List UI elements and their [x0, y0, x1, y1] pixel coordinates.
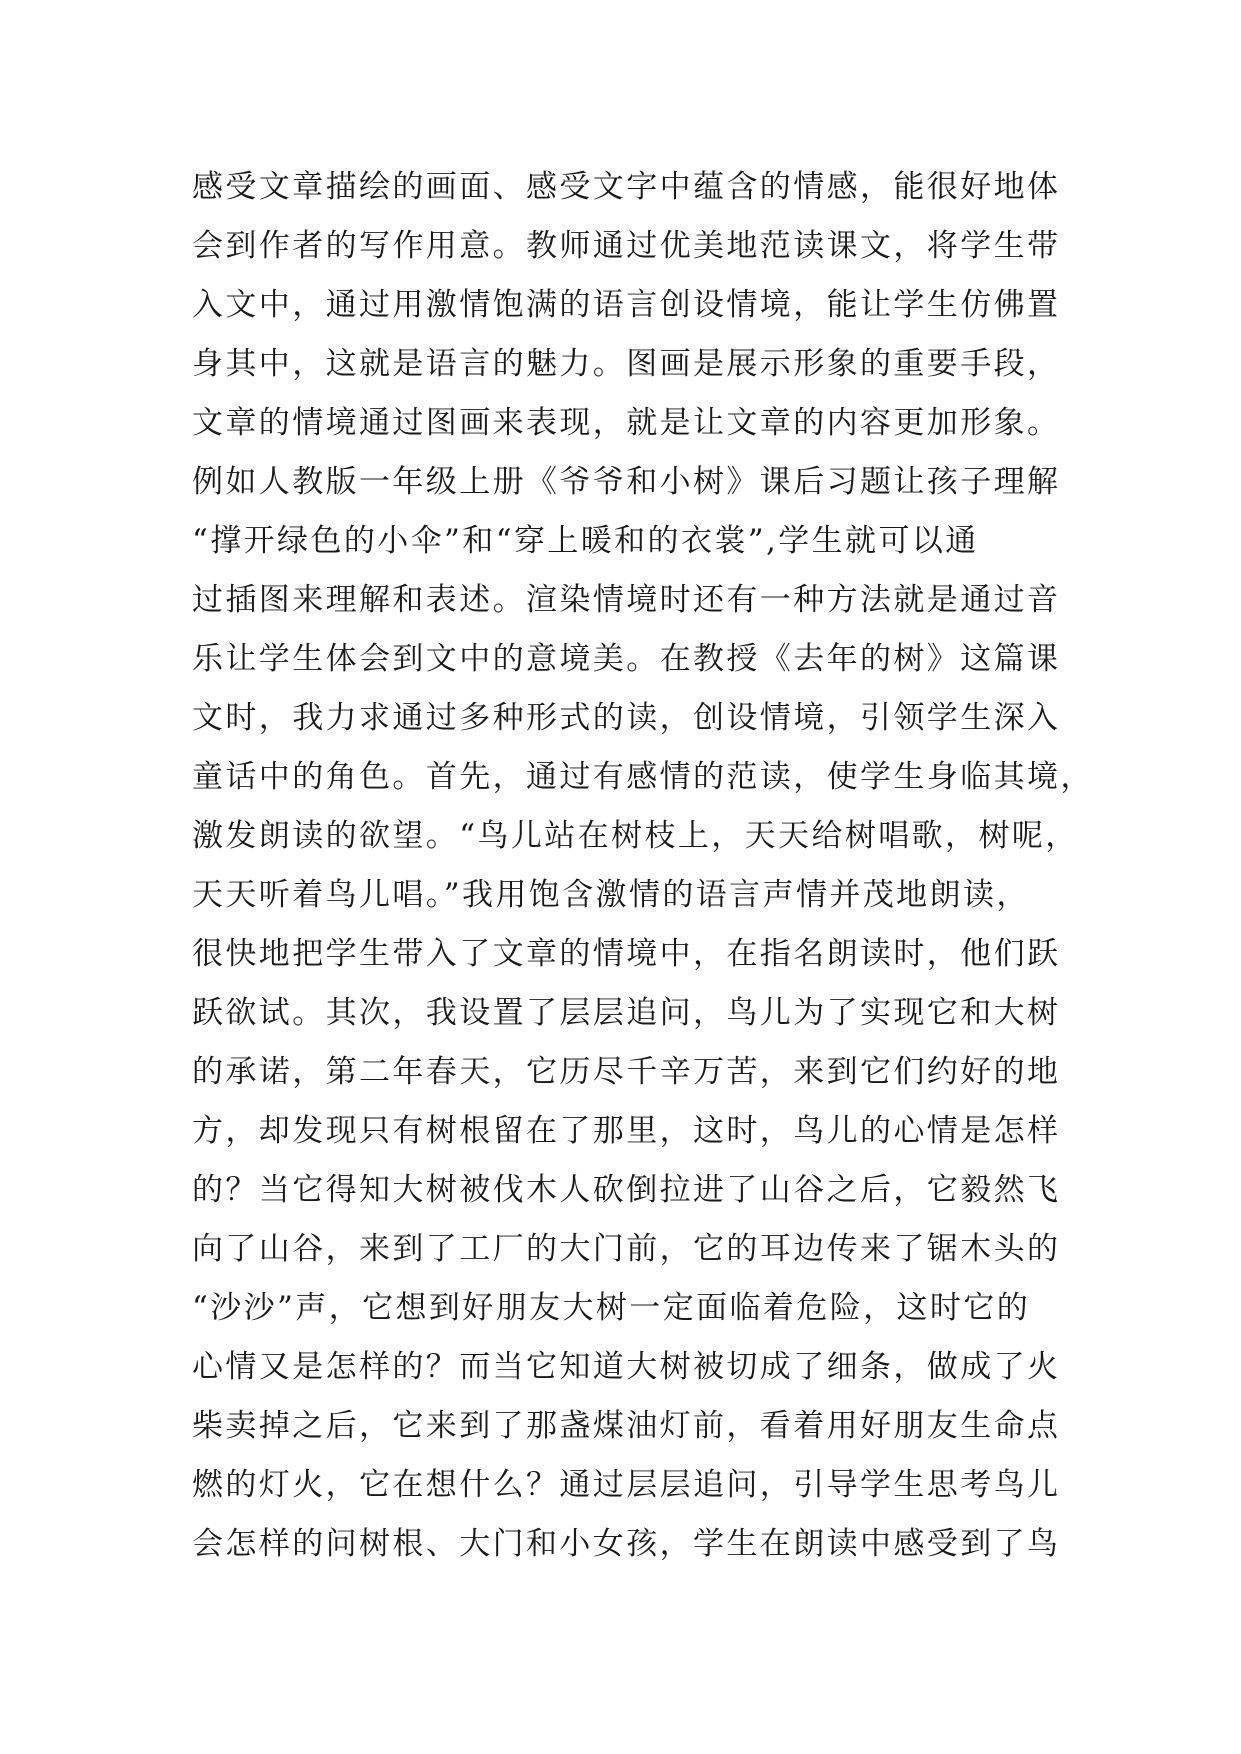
text-line: 文时，我力求通过多种形式的读，创设情境，引领学生深入 [192, 700, 1061, 736]
text-line: 感受文章描绘的画面、感受文字中蕴含的情感，能很好地体 [192, 169, 1061, 205]
text-line: 过插图来理解和表述。渲染情境时还有一种方法就是通过音 [192, 582, 1061, 618]
text-line: 燃的灯火，它在想什么？通过层层追问，引导学生思考鸟儿 [192, 1467, 1061, 1503]
text-line: 心情又是怎样的？而当它知道大树被切成了细条，做成了火 [192, 1349, 1061, 1385]
text-line: 会到作者的写作用意。教师通过优美地范读课文，将学生带 [192, 228, 1061, 264]
text-line: 文章的情境通过图画来表现，就是让文章的内容更加形象。 [192, 405, 1061, 441]
text-line: 柴卖掉之后，它来到了那盏煤油灯前，看着用好朋友生命点 [192, 1408, 1061, 1444]
text-line: “撑开绿色的小伞”和“穿上暖和的衣裳”,学生就可以通 [192, 523, 979, 559]
text-line: 的？当它得知大树被伐木人砍倒拉进了山谷之后，它毅然飞 [192, 1172, 1061, 1208]
text-line: 天天听着鸟儿唱。”我用饱含激情的语言声情并茂地朗读， [192, 877, 1030, 913]
text-line: “沙沙”声，它想到好朋友大树一定面临着危险，这时它的 [192, 1290, 1031, 1326]
text-line: 身其中，这就是语言的魅力。图画是展示形象的重要手段， [192, 346, 1061, 382]
text-line: 例如人教版一年级上册《爷爷和小树》课后习题让孩子理解 [192, 464, 1061, 500]
body-text [192, 158, 1094, 1574]
text-line: 向了山谷，来到了工厂的大门前，它的耳边传来了锯木头的 [192, 1231, 1061, 1267]
text-line: 激发朗读的欲望。“鸟儿站在树枝上，天天给树唱歌，树呢， [192, 818, 1079, 854]
text-line: 跃欲试。其次，我设置了层层追问，鸟儿为了实现它和大树 [192, 995, 1061, 1031]
text-line: 会怎样的问树根、大门和小女孩，学生在朗读中感受到了鸟 [192, 1526, 1061, 1562]
text-line: 很快地把学生带入了文章的情境中，在指名朗读时，他们跃 [192, 936, 1061, 972]
text-line: 乐让学生体会到文中的意境美。在教授《去年的树》这篇课 [192, 641, 1061, 677]
text-line: 童话中的角色。首先，通过有感情的范读，使学生身临其境， [192, 759, 1094, 795]
text-line: 的承诺，第二年春天，它历尽千辛万苦，来到它们约好的地 [192, 1054, 1061, 1090]
text-line: 入文中，通过用激情饱满的语言创设情境，能让学生仿佛置 [192, 287, 1061, 323]
text-line: 方，却发现只有树根留在了那里，这时，鸟儿的心情是怎样 [192, 1113, 1061, 1149]
